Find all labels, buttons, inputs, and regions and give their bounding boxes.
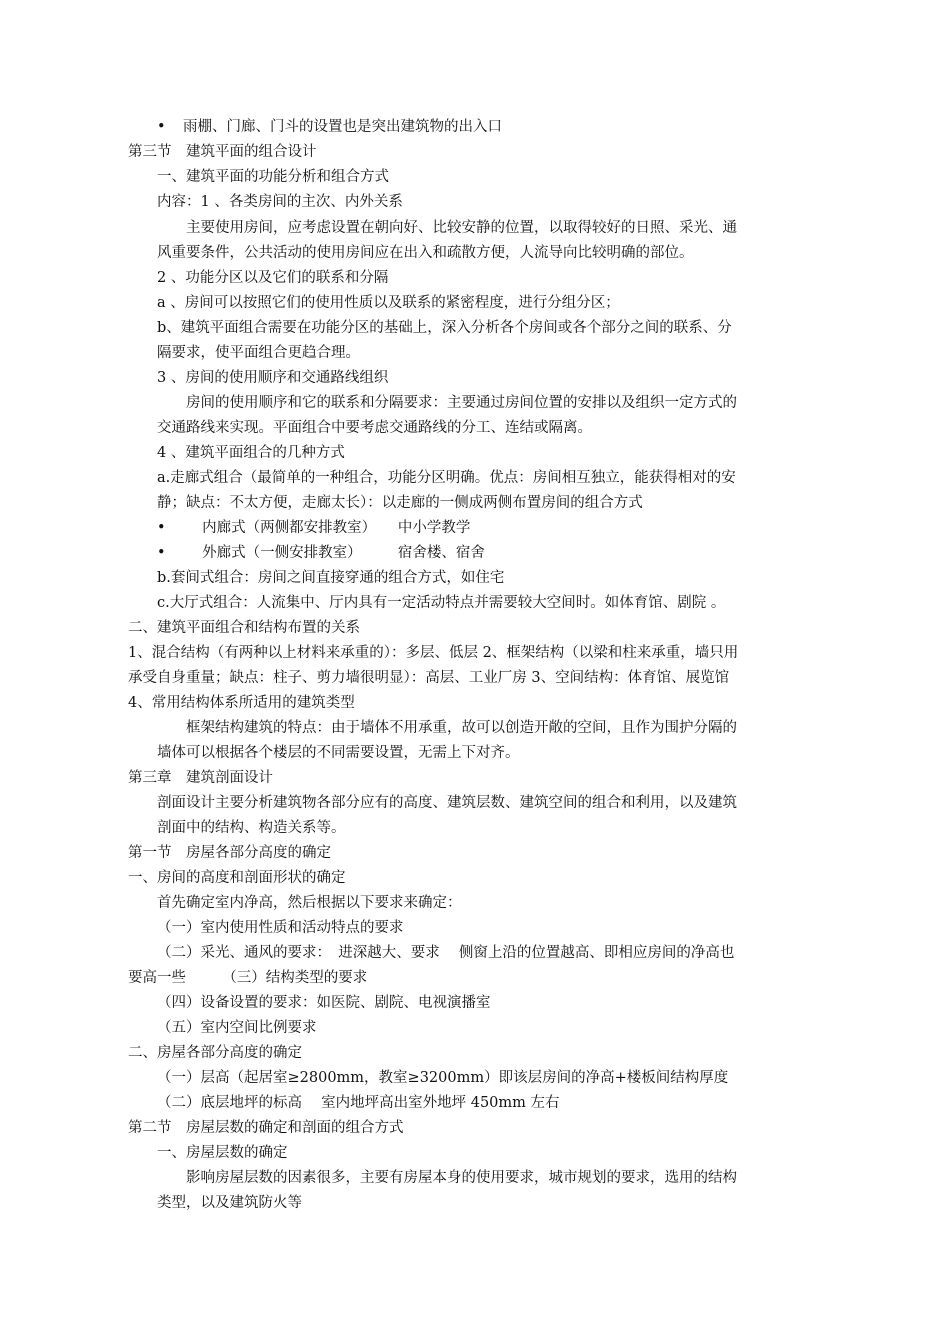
line-text: 框架结构建筑的特点：由于墙体不用承重，故可以创造开敞的空间，且作为围护分隔的 (186, 720, 737, 736)
text-line (157, 1092, 560, 1114)
line-text: （一）层高（起居室≥2800mm，教室≥3200mm）即该层房间的净高+楼板间结构厚度 (157, 1070, 729, 1086)
text-line (128, 1042, 302, 1064)
line-text: （一）室内使用性质和活动特点的要求 (157, 920, 404, 936)
line-text: 外廊式（一侧安排教室） 宿舍楼、宿舍 (183, 545, 485, 561)
line-text: 内容：1 、各类房间的主次、内外关系 (157, 194, 403, 210)
line-text: 二、建筑平面组合和结构布置的关系 (128, 620, 360, 636)
text-line (157, 166, 389, 188)
text-line (157, 1142, 288, 1164)
text-line (157, 116, 502, 138)
line-text: 首先确定室内净高，然后根据以下要求来确定： (157, 895, 462, 911)
text-line (186, 717, 737, 739)
text-line (157, 1192, 302, 1214)
text-line (128, 617, 360, 639)
bullet-icon: • (157, 545, 166, 561)
text-line (128, 692, 355, 714)
text-line (157, 592, 725, 614)
text-line (157, 267, 388, 289)
line-text: b.套间式组合：房间之间直接穿通的组合方式，如住宅 (157, 570, 505, 586)
text-line (157, 1017, 317, 1039)
text-line (128, 767, 273, 789)
line-text: 类型，以及建筑防火等 (157, 1195, 302, 1211)
text-line (157, 542, 485, 564)
text-line (128, 1117, 404, 1139)
line-text: 墙体可以根据各个楼层的不同需要设置，无需上下对齐。 (157, 745, 520, 761)
line-text: 一、房间的高度和剖面形状的确定 (128, 870, 346, 886)
text-line (157, 567, 504, 589)
text-line (157, 892, 462, 914)
text-line (157, 517, 470, 539)
line-text: 内廊式（两侧都安排教室） 中小学教学 (183, 520, 471, 536)
line-text: 交通路线来实现。平面组合中要考虑交通路线的分工、连结或隔离。 (157, 420, 592, 436)
line-text: a.走廊式组合（最简单的一种组合，功能分区明确。优点：房间相互独立，能获得相对的安 (157, 470, 736, 486)
text-line (128, 967, 367, 989)
text-line (157, 792, 737, 814)
line-text: 2 、功能分区以及它们的联系和分隔 (157, 270, 389, 286)
text-line (128, 842, 331, 864)
text-line (157, 242, 694, 264)
line-text: 要高一些 （三）结构类型的要求 (128, 970, 368, 986)
line-text: 4、常用结构体系所适用的建筑类型 (128, 695, 355, 711)
text-line (128, 642, 738, 664)
text-line (157, 467, 736, 489)
line-text: 影响房屋层数的因素很多，主要有房屋本身的使用要求，城市规划的要求，选用的结构 (186, 1170, 737, 1186)
text-line (157, 367, 388, 389)
text-line (186, 392, 737, 414)
line-text: 静；缺点：不太方便，走廊太长）：以走廊的一侧成两侧布置房间的组合方式 (157, 495, 643, 511)
line-text: 雨棚、门廊、门斗的设置也是突出建筑物的出入口 (183, 119, 502, 135)
line-text: 剖面中的结构、构造关系等。 (157, 820, 346, 836)
line-text: 隔要求，使平面组合更趋合理。 (157, 345, 360, 361)
line-text: 第三章 建筑剖面设计 (128, 770, 273, 786)
text-line (157, 417, 592, 439)
text-line (128, 667, 729, 689)
line-text: 第二节 房屋层数的确定和剖面的组合方式 (128, 1120, 404, 1136)
line-text: c.大厅式组合：人流集中、厅内具有一定活动特点并需要较大空间时。如体育馆、剧院 。 (157, 595, 726, 611)
text-line (157, 292, 620, 314)
line-text: b、建筑平面组合需要在功能分区的基础上，深入分析各个房间或各个部分之间的联系、分 (157, 320, 732, 336)
line-text: （五）室内空间比例要求 (157, 1020, 317, 1036)
text-line (157, 992, 491, 1014)
line-text: 承受自身重量；缺点：柱子、剪力墙很明显）：高层、工业厂房 3、空间结构：体育馆、展览馆 (128, 670, 730, 686)
line-text: 第一节 房屋各部分高度的确定 (128, 845, 331, 861)
line-text: 第三节 建筑平面的组合设计 (128, 144, 317, 160)
text-line (157, 191, 403, 213)
text-line (186, 1167, 737, 1189)
text-line (157, 442, 345, 464)
text-line (157, 492, 643, 514)
text-line (186, 217, 737, 239)
line-text: 3 、房间的使用顺序和交通路线组织 (157, 370, 389, 386)
text-line (157, 942, 734, 964)
text-line (128, 867, 346, 889)
text-line (128, 141, 317, 163)
bullet-icon: • (157, 119, 166, 135)
text-line (157, 817, 346, 839)
line-text: 4 、建筑平面组合的几种方式 (157, 445, 345, 461)
line-text: （二）采光、通风的要求： 进深越大、要求 侧窗上沿的位置越高、即相应房间的净高也 (157, 945, 735, 961)
bullet-icon: • (157, 520, 166, 536)
line-text: 一、建筑平面的功能分析和组合方式 (157, 169, 389, 185)
line-text: 风重要条件，公共活动的使用房间应在出入和疏散方便，人流导向比较明确的部位。 (157, 245, 694, 261)
line-text: 房间的使用顺序和它的联系和分隔要求：主要通过房间位置的安排以及组织一定方式的 (186, 395, 737, 411)
text-line (157, 742, 520, 764)
line-text: （四）设备设置的要求：如医院、剧院、电视演播室 (157, 995, 491, 1011)
line-text: （二）底层地坪的标高 室内地坪高出室外地坪 450mm 左右 (157, 1095, 560, 1111)
text-line (157, 342, 360, 364)
text-line (157, 317, 732, 339)
line-text: 剖面设计主要分析建筑物各部分应有的高度、建筑层数、建筑空间的组合和利用，以及建筑 (157, 795, 737, 811)
line-text: 一、房屋层数的确定 (157, 1145, 288, 1161)
text-line (157, 1067, 728, 1089)
line-text: a 、房间可以按照它们的使用性质以及联系的紧密程度，进行分组分区； (157, 295, 620, 311)
text-line (157, 917, 404, 939)
line-text: 二、房屋各部分高度的确定 (128, 1045, 302, 1061)
line-text: 1、混合结构（有两种以上材料来承重的）：多层、低层 2、框架结构（以梁和柱来承重，墙只用 (128, 645, 739, 661)
line-text: 主要使用房间，应考虑设置在朝向好、比较安静的位置，以取得较好的日照、采光、通 (186, 220, 737, 236)
